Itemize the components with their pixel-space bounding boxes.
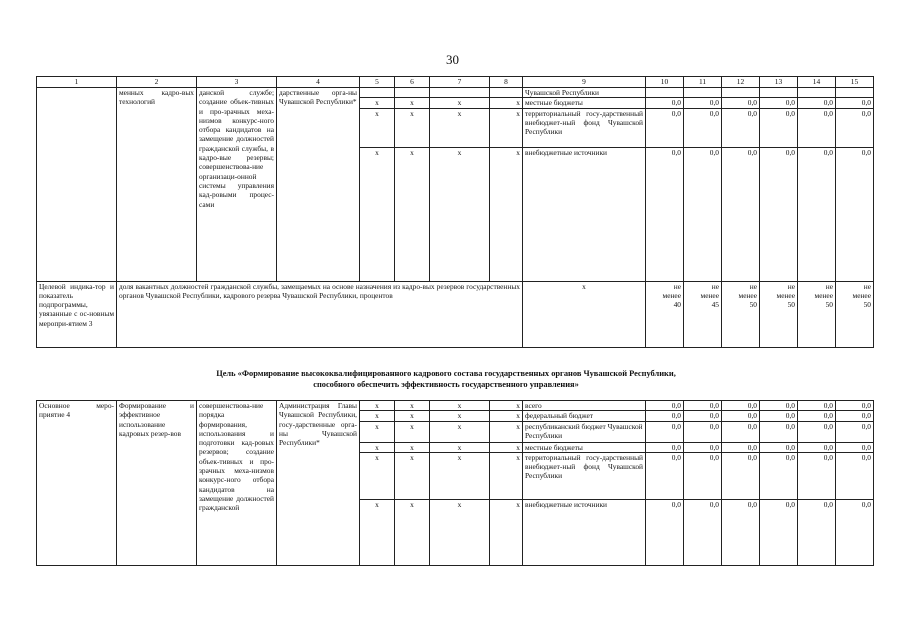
amount-cell: 0,0: [722, 147, 760, 281]
indicator-label-cell: Целевой индика-тор и показатель подпрограммы, увязанные с ос-новным меропри-ятием 3: [37, 281, 117, 347]
amount-cell: 0,0: [798, 452, 836, 499]
amount-cell: 0,0: [836, 442, 874, 452]
amount-cell: 0,0: [684, 147, 722, 281]
code-cell: x: [395, 108, 430, 147]
amount-cell: 0,0: [722, 411, 760, 421]
code-cell: x: [490, 147, 523, 281]
goal-line-2: способного обеспечить эффективность государственного управления»: [313, 380, 579, 389]
amount-cell: 0,0: [798, 401, 836, 411]
code-cell: x: [360, 98, 395, 108]
col-header: 14: [798, 77, 836, 88]
code-cell: x: [430, 98, 490, 108]
amount-cell: 0,0: [760, 452, 798, 499]
page-number: 30: [446, 52, 459, 67]
amount-cell: 0,0: [760, 108, 798, 147]
amount-cell: [646, 88, 684, 98]
amount-cell: 0,0: [836, 452, 874, 499]
amount-cell: 0,0: [798, 499, 836, 565]
amount-cell: 0,0: [836, 98, 874, 108]
amount-cell: 0,0: [646, 401, 684, 411]
amount-cell: 0,0: [646, 442, 684, 452]
code-cell: x: [395, 442, 430, 452]
amount-cell: 0,0: [684, 411, 722, 421]
amount-cell: 0,0: [646, 452, 684, 499]
col-header: 9: [523, 77, 646, 88]
code-cell: x: [430, 108, 490, 147]
funding-source-cell: внебюджетные источники: [523, 499, 646, 565]
code-cell: x: [430, 499, 490, 565]
funding-source-cell: всего: [523, 401, 646, 411]
amount-cell: 0,0: [760, 98, 798, 108]
funding-source-cell: внебюджетные источники: [523, 147, 646, 281]
code-cell: [395, 88, 430, 98]
goal-heading: [36, 368, 856, 390]
code-cell: x: [360, 401, 395, 411]
code-cell: x: [395, 147, 430, 281]
amount-cell: 0,0: [646, 147, 684, 281]
amount-cell: 0,0: [646, 98, 684, 108]
funding-source-cell: местные бюджеты: [523, 98, 646, 108]
col-header: 1: [37, 77, 117, 88]
indicator-value-cell: не менее 50: [798, 281, 836, 347]
measure-cell: [37, 88, 117, 282]
code-cell: x: [430, 411, 490, 421]
goal-line-1: Цель «Формирование высококвалифицированного кадрового состава государственных органов Чувашской Республики,: [216, 369, 676, 378]
code-cell: x: [490, 452, 523, 499]
measure-name-cell: Формирование и эффективное использование кадровых резер-вов: [117, 401, 197, 566]
main-measure-cell: Основное меро-приятие 4: [37, 401, 117, 566]
amount-cell: 0,0: [646, 108, 684, 147]
funding-source-cell: территориальный госу-дарственный внебюджет-ный фонд Чувашской Республики: [523, 452, 646, 499]
col-header: 2: [117, 77, 197, 88]
amount-cell: 0,0: [646, 421, 684, 442]
code-cell: x: [395, 98, 430, 108]
col-header: 15: [836, 77, 874, 88]
amount-cell: 0,0: [798, 108, 836, 147]
amount-cell: [722, 88, 760, 98]
task-cell: совершенствова-ние порядка формирования, использования и подготовки кад-ровых резервов; создание объек-тивных и про-зрачных меха-низмов конкурс-ного отбора кандидатов на замещение должностей гражданской: [197, 401, 277, 566]
amount-cell: 0,0: [684, 108, 722, 147]
code-cell: x: [360, 442, 395, 452]
code-cell: x: [490, 108, 523, 147]
indicator-value-cell: не менее 50: [836, 281, 874, 347]
col-header: 5: [360, 77, 395, 88]
amount-cell: 0,0: [836, 401, 874, 411]
amount-cell: 0,0: [760, 147, 798, 281]
funding-source-cell: Чувашской Республики: [523, 88, 646, 98]
code-cell: x: [395, 452, 430, 499]
amount-cell: 0,0: [836, 108, 874, 147]
measure-name-cell: менных кадро-вых технологий: [117, 88, 197, 282]
code-cell: x: [430, 147, 490, 281]
amount-cell: 0,0: [836, 499, 874, 565]
amount-cell: 0,0: [836, 421, 874, 442]
col-header: 10: [646, 77, 684, 88]
table-row: [37, 88, 874, 98]
amount-cell: 0,0: [798, 411, 836, 421]
indicator-value-cell: не менее 40: [646, 281, 684, 347]
amount-cell: 0,0: [684, 442, 722, 452]
col-header: 7: [430, 77, 490, 88]
indicator-value-cell: не менее 45: [684, 281, 722, 347]
indicator-x-cell: x: [523, 281, 646, 347]
code-cell: x: [490, 401, 523, 411]
code-cell: x: [360, 452, 395, 499]
code-cell: x: [430, 452, 490, 499]
amount-cell: 0,0: [684, 499, 722, 565]
funding-source-cell: территориальный госу-дарственный внебюджет-ный фонд Чувашской Республики: [523, 108, 646, 147]
program-table-top: [36, 76, 874, 348]
code-cell: x: [490, 499, 523, 565]
amount-cell: [684, 88, 722, 98]
code-cell: x: [490, 98, 523, 108]
amount-cell: 0,0: [760, 421, 798, 442]
amount-cell: 0,0: [722, 452, 760, 499]
indicator-value-cell: не менее 50: [722, 281, 760, 347]
amount-cell: 0,0: [798, 421, 836, 442]
amount-cell: 0,0: [722, 108, 760, 147]
table-row: [37, 401, 874, 411]
indicator-row: [37, 281, 874, 347]
column-numbers-row: [37, 77, 874, 88]
col-header: 8: [490, 77, 523, 88]
col-header: 6: [395, 77, 430, 88]
amount-cell: 0,0: [760, 401, 798, 411]
code-cell: [430, 88, 490, 98]
code-cell: x: [430, 421, 490, 442]
code-cell: [360, 88, 395, 98]
code-cell: x: [395, 411, 430, 421]
amount-cell: [798, 88, 836, 98]
amount-cell: 0,0: [760, 499, 798, 565]
code-cell: x: [395, 421, 430, 442]
amount-cell: 0,0: [722, 421, 760, 442]
funding-source-cell: федеральный бюджет: [523, 411, 646, 421]
amount-cell: 0,0: [798, 147, 836, 281]
amount-cell: 0,0: [722, 98, 760, 108]
amount-cell: 0,0: [798, 442, 836, 452]
indicator-text-cell: доля вакантных должностей гражданской службы, замещаемых на основе назначения из кадро-вых резервов государственных органов Чувашской Республики, кадрового резерва Чувашской Республики, процентов: [117, 281, 523, 347]
amount-cell: 0,0: [760, 411, 798, 421]
funding-source-cell: республиканский бюджет Чувашской Республики: [523, 421, 646, 442]
amount-cell: 0,0: [836, 147, 874, 281]
amount-cell: 0,0: [722, 499, 760, 565]
code-cell: x: [395, 401, 430, 411]
code-cell: x: [490, 411, 523, 421]
code-cell: x: [430, 442, 490, 452]
col-header: 12: [722, 77, 760, 88]
amount-cell: [760, 88, 798, 98]
code-cell: x: [395, 499, 430, 565]
code-cell: x: [490, 421, 523, 442]
code-cell: x: [360, 108, 395, 147]
task-cell: данской службе; создание объек-тивных и про-зрачных меха-низмов конкурс-ного отбора кандидатов на замещение должностей гражданской службы, в кадро-вые резервы; совершенствова-ние организаци-онной системы управления кад-ровыми процес-сами: [197, 88, 277, 282]
code-cell: x: [360, 147, 395, 281]
funding-source-cell: местные бюджеты: [523, 442, 646, 452]
col-header: 4: [277, 77, 360, 88]
program-table-bottom: [36, 400, 874, 566]
amount-cell: 0,0: [760, 442, 798, 452]
col-header: 3: [197, 77, 277, 88]
col-header: 11: [684, 77, 722, 88]
code-cell: x: [360, 421, 395, 442]
executor-cell: дарственные орга-ны Чувашской Республики*: [277, 88, 360, 282]
amount-cell: 0,0: [836, 411, 874, 421]
amount-cell: 0,0: [684, 401, 722, 411]
executor-cell: Администрация Главы Чувашской Республики, госу-дарственные орга-ны Чувашской Республики*: [277, 401, 360, 566]
amount-cell: 0,0: [646, 499, 684, 565]
code-cell: [490, 88, 523, 98]
amount-cell: 0,0: [684, 98, 722, 108]
amount-cell: 0,0: [684, 421, 722, 442]
amount-cell: 0,0: [684, 452, 722, 499]
col-header: 13: [760, 77, 798, 88]
amount-cell: 0,0: [798, 98, 836, 108]
amount-cell: [836, 88, 874, 98]
code-cell: x: [490, 442, 523, 452]
indicator-value-cell: не менее 50: [760, 281, 798, 347]
amount-cell: 0,0: [722, 442, 760, 452]
amount-cell: 0,0: [646, 411, 684, 421]
code-cell: x: [430, 401, 490, 411]
amount-cell: 0,0: [722, 401, 760, 411]
code-cell: x: [360, 499, 395, 565]
code-cell: x: [360, 411, 395, 421]
